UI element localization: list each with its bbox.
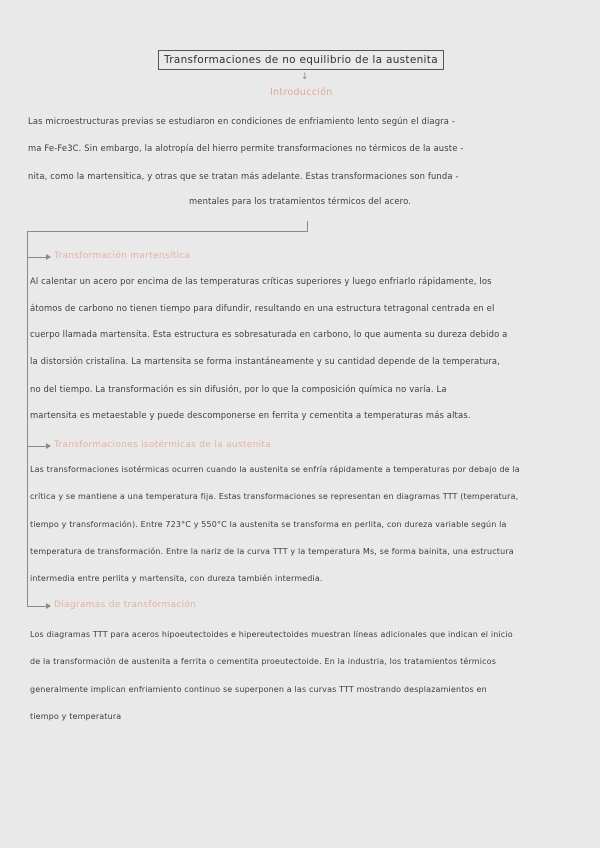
connector-line [307,221,308,232]
section-heading: Diagramas de transformación [54,600,197,610]
document-title: Transformaciones de no equilibrio de la austenita [158,50,444,70]
intro-line: nita, como la martensítica, y otras que se tratan más adelante. Estas transformaciones son funda - [28,171,459,181]
section-line: intermedia entre perlita y martensita, con dureza también intermedia. [30,574,323,583]
connector-line [27,231,28,607]
section-line: de la transformación de austenita a ferrita o cementita proeutectoide. En la industria, los tratamientos térmicos [30,657,497,666]
arrow-down-icon: ↓ [301,72,309,82]
arrow-right-icon [28,257,50,258]
section-line: martensita es metaestable y puede descomponerse en ferrita y cementita a temperaturas más altas. [30,410,471,420]
section-heading: Transformación martensítica [54,251,191,261]
section-line: Los diagramas TTT para aceros hipoeutectoides e hipereutectoides muestran líneas adicionales que indican el inicio [30,630,513,639]
intro-line: mentales para los tratamientos térmicos del acero. [188,196,412,206]
section-line: generalmente implican enfriamiento continuo se superponen a las curvas TTT mostrando desplazamientos en [30,685,487,694]
section-line: Al calentar un acero por encima de las temperaturas críticas superiores y luego enfriarlo rápidamente, los [30,276,492,286]
arrow-right-icon [28,446,50,447]
section-line: Las transformaciones isotérmicas ocurren cuando la austenita se enfría rápidamente a temperaturas por debajo de la [30,465,520,474]
section-heading: Transformaciones isotérmicas de la austenita [54,440,272,450]
section-line: la distorsión cristalina. La martensita se forma instantáneamente y su cantidad depende de la temperatura, [30,356,501,366]
section-line: átomos de carbono no tienen tiempo para difundir, resultando en una estructura tetragonal centrada en el [30,303,495,313]
intro-line: ma Fe-Fe3C. Sin embargo, la alotropía del hierro permite transformaciones no térmicos de la auste - [28,143,464,153]
section-line: crítica y se mantiene a una temperatura fija. Estas transformaciones se representan en diagramas TTT (temperatura, [30,492,519,501]
section-line: tiempo y transformación). Entre 723°C y 550°C la austenita se transforma en perlita, con dureza variable según la [30,520,507,529]
arrow-right-icon [28,606,50,607]
intro-line: Las microestructuras previas se estudiaron en condiciones de enfriamiento lento según el diagra - [28,116,456,126]
section-line: cuerpo llamada martensita. Esta estructura es sobresaturada en carbono, lo que aumenta su dureza debido a [30,329,508,339]
section-line: tiempo y temperatura [30,712,122,721]
connector-line [27,231,307,232]
intro-heading: Introducción [270,87,333,98]
section-line: no del tiempo. La transformación es sin difusión, por lo que la composición química no varía. La [30,384,447,394]
section-line: temperatura de transformación. Entre la nariz de la curva TTT y la temperatura Ms, se forma bainita, una estructura [30,547,514,556]
